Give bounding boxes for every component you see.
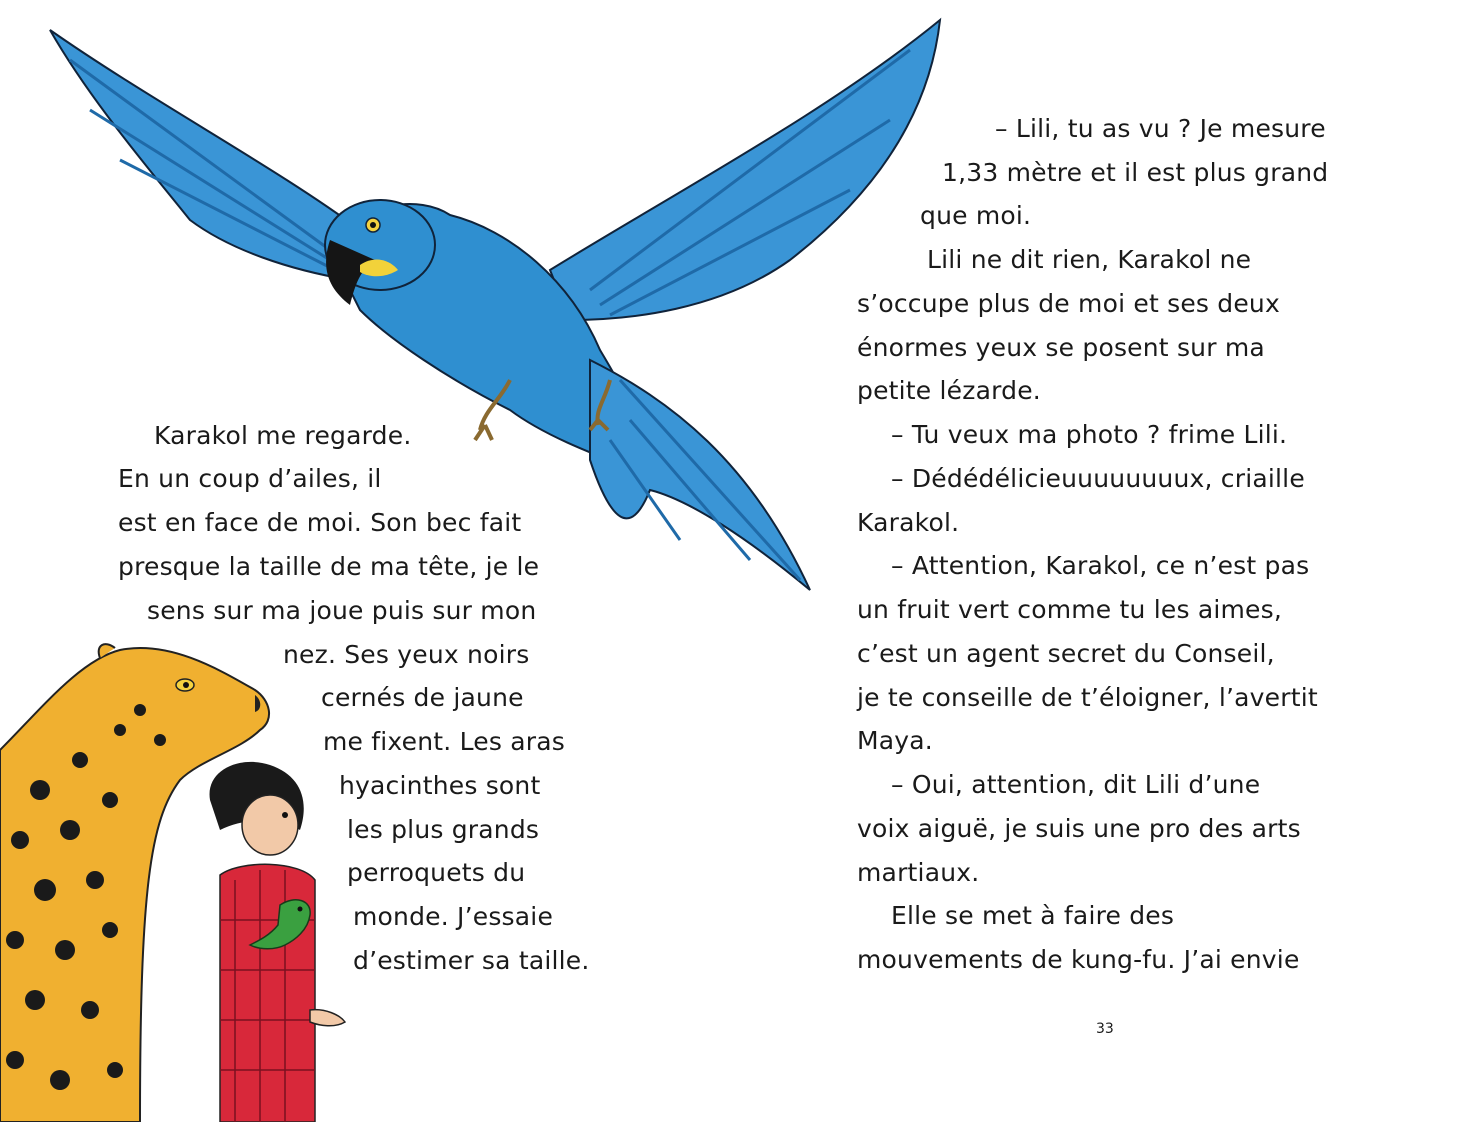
page-number: 33 <box>1096 1021 1114 1037</box>
right-text-line: un fruit vert comme tu les aimes, <box>857 595 1282 624</box>
left-text-line: presque la taille de ma tête, je le <box>118 552 540 581</box>
left-text-line: En un coup d’ailes, il <box>118 464 382 493</box>
right-text-line: c’est un agent secret du Conseil, <box>857 639 1275 668</box>
left-text-line: me fixent. Les aras <box>323 727 565 756</box>
left-text-line: les plus grands <box>347 815 540 844</box>
right-text-line: – Attention, Karakol, ce n’est pas <box>891 551 1310 580</box>
left-text-line: est en face de moi. Son bec fait <box>118 508 522 537</box>
left-text-line: cernés de jaune <box>321 683 524 712</box>
left-text-line: monde. J’essaie <box>353 902 554 931</box>
right-text-line: je te conseille de t’éloigner, l’avertit <box>857 683 1318 712</box>
left-text-line: Karakol me regarde. <box>154 421 412 450</box>
right-text-line: que moi. <box>920 201 1032 230</box>
right-text-line: voix aiguë, je suis une pro des arts <box>857 814 1301 843</box>
left-text-line: perroquets du <box>347 858 526 887</box>
left-text-line: nez. Ses yeux noirs <box>283 640 530 669</box>
lizard-illustration <box>240 895 320 965</box>
right-text-line: Karakol. <box>857 508 960 537</box>
right-text-line: petite lézarde. <box>857 376 1041 405</box>
right-text-line: Elle se met à faire des <box>891 901 1175 930</box>
right-text-line: mouvements de kung-fu. J’ai envie <box>857 945 1300 974</box>
right-text-line: – Lili, tu as vu ? Je mesure <box>995 114 1326 143</box>
right-text-line: – Tu veux ma photo ? frime Lili. <box>891 420 1288 449</box>
right-text-line: 1,33 mètre et il est plus grand <box>942 158 1329 187</box>
right-text-line: Lili ne dit rien, Karakol ne <box>927 245 1252 274</box>
right-text-line: – Dédédélicieuuuuuuuux, criaille <box>891 464 1305 493</box>
right-text-line: martiaux. <box>857 858 980 887</box>
right-text-line: Maya. <box>857 726 933 755</box>
left-text-line: d’estimer sa taille. <box>353 946 590 975</box>
left-text-line: hyacinthes sont <box>339 771 541 800</box>
right-text-line: s’occupe plus de moi et ses deux <box>857 289 1280 318</box>
left-text-line: sens sur ma joue puis sur mon <box>147 596 537 625</box>
right-text-line: – Oui, attention, dit Lili d’une <box>891 770 1261 799</box>
right-text-line: énormes yeux se posent sur ma <box>857 333 1265 362</box>
